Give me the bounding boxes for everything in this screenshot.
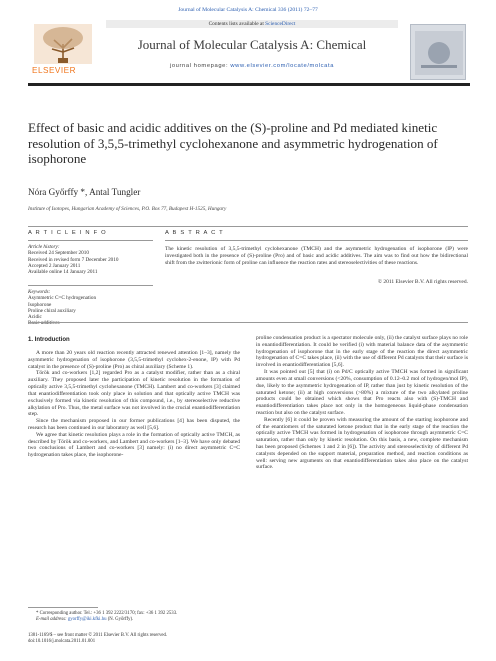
footnote (36, 611, 241, 623)
email-line (36, 617, 241, 623)
paragraph: Since the mechanism proposed in our former publications [4] has been disputed, the research has been continued in our laboratory as well [5,6]. (28, 418, 240, 431)
abstract-heading: A B S T R A C T (165, 230, 224, 236)
divider (165, 240, 468, 241)
history-item: Accepted 2 January 2011 (28, 262, 81, 269)
journal-name: Journal of Molecular Catalysis A: Chemical (137, 37, 367, 52)
journal-homepage (106, 63, 398, 69)
left-column (28, 350, 240, 459)
keywords-label: Keywords: (28, 289, 51, 295)
doi-line[interactable]: doi:10.1016/j.molcata.2011.01.001 (28, 639, 96, 644)
email-label: E-mail address: (36, 617, 68, 622)
paragraph: proline condensation product is a spectator molecule only, (ii) the catalyst surface plays no role in enantiodifferentiation. It could be verified (i) with material balance data of the asymmetric hydrogenation of isophorone that in the early stage of the reaction the direct asymmetric hydrogenation of C=C takes place, (ii) with the use of different Pd catalysts that their surface is involved in enantiodifferentiation [5,6]. (256, 335, 468, 369)
paragraph: It was pointed out [5] that (i) on Pd/C optically active TMCH was formed in significant amounts even at small conversions (<20%, consumption of 0.12–0.2 mol of hydrogen/mol IP), due, likely to the asymmetric hydrogenation of IP, rather than just by kinetic resolution of the saturated ketone; (ii) at high conversions (>80%) a mixture of the two alkylated proline products could be obtained which shows that Pro reacts also with (S)-TMCH and enantiodifferentiation takes place not only in the homogeneous liquid-phase condensation reaction but also on the catalyst surface. (256, 369, 468, 416)
keyword: Proline chiral auxiliary (28, 307, 76, 314)
section-heading: 1. Introduction (28, 337, 70, 343)
paragraph: Recently [6] it could be proven with measuring the amount of the starting isophorone and of the enantiomers of the saturated ketone product that in the early stage of the reaction the optically active TMCH was formed in hydrogenation of isophorone through asymmetric C=C saturation, rather than only by kinetic resolution. On this basis, a new, complete mechanism has been proposed (Schemes 1 and 2 in [6]). The activity and stereoselectivity of different Pd catalysts depended on the support material, preparation method, and reaction conditions as well: serving new arguments on that enantiodifferentiation takes also place on the catalyst surface. (256, 416, 468, 471)
article-title: Effect of basic and acidic additives on the (S)-proline and Pd mediated kinetic resolution of 3,5,5-trimethyl cyclohexanone and asymmetric hydrogenation of isophorone (28, 120, 438, 166)
email-suffix: (N. Győrffy). (106, 617, 134, 622)
issn-line: 1381-1169/$ – see front matter © 2011 Elsevier B.V. All rights reserved. (28, 633, 168, 638)
divider (28, 322, 468, 323)
paragraph: We agree that kinetic resolution plays a role in the formation of optically active TMCH, as described by Török and co-workers, and Lambert and co-workers [1–3]. We have only debated two conclusions of Lambert and co-workers [3] namely: (i) no direct asymmetric C=C hydrogenation takes place, the isophorone- (28, 431, 240, 459)
keyword: Basic additives (28, 320, 60, 327)
abstract-text: The kinetic resolution of 3,5,5-trimethyl cyclohexanone (TMCH) and the asymmetric hydrogenation of isophorone (IP) were investigated both in the presence of (S)-proline (Pro) and of basic and acidic additives. The aim was to find out how the bidirectional shift from the zwitterionic form of proline can influence the reaction rates and stereoselectivities of these reactions. (165, 246, 468, 266)
paragraph: Török and co-workers [1,2] regarded Pro as a catalyst modifier, rather than as a chiral auxiliary. They proposed later the participation of kinetic resolution in the formation of optically active 3,5,5-trimethyl cyclohexanone (TMCH). Lambert and co-workers [3] claimed that enantiodifferentiation took only place in solution and that optically active TMCH was exclusively formed via kinetic resolution of this compound, i.e., by stereoselective reductive alkylation of Pro. Thus, the metal surface was not involved in the crucial enantiodifferentiation step. (28, 370, 240, 418)
author-affiliation: Institute of Isotopes, Hungarian Academy of Sciences, P.O. Box 77, Budapest H-1525, Hungary (28, 206, 227, 212)
history-item: Available online 14 January 2011 (28, 269, 98, 276)
journal-cover-thumbnail (410, 24, 466, 80)
corresponding-author: * Corresponding author. Tel.: +36 1 392 2222/3170; fax: +36 1 392 2533. (36, 611, 178, 616)
journal-banner (28, 20, 470, 86)
history-item: Received 24 September 2010 (28, 250, 89, 257)
divider (28, 240, 153, 241)
publisher-name: ELSEVIER (32, 66, 77, 75)
email-link[interactable]: gyorffy@iki.kfki.hu (67, 617, 107, 622)
sciencedirect-link[interactable]: ScienceDirect (265, 21, 296, 27)
keyword: Acidic (28, 314, 42, 321)
article-history (28, 244, 153, 275)
divider (28, 226, 468, 227)
divider (28, 285, 153, 286)
copyright: © 2011 Elsevier B.V. All rights reserved. (377, 279, 468, 285)
article-info-heading: A R T I C L E I N F O (28, 230, 107, 236)
history-label: Article history: (28, 244, 60, 250)
keyword: Asymmetric C=C hydrogenation (28, 295, 97, 302)
right-column (256, 335, 468, 471)
history-item: Received in revised form 7 December 2010 (28, 256, 119, 263)
issn-info (28, 633, 268, 645)
contents-prefix: Contents lists available at (208, 21, 266, 27)
contents-available-bar (106, 20, 398, 28)
running-head: Journal of Molecular Catalysis A: Chemical 336 (2011) 72–77 (178, 7, 318, 13)
homepage-prefix: journal homepage: (169, 63, 231, 69)
article-authors: Nóra Győrffy *, Antal Tungler (28, 187, 141, 197)
footnote-divider (28, 607, 98, 608)
cover-art-icon (411, 25, 467, 81)
keyword: Isophorone (28, 301, 52, 308)
homepage-link[interactable]: www.elsevier.com/locate/molcata (230, 63, 335, 69)
paragraph: A more than 20 years old reaction recently attracted renewed attention [1–3], namely the asymmetric hydrogenation of isophorone (3,5,5-trimethyl cyclohex-2-enone, IP) with Pd catalyst in the presence of (S)-proline (Pro) as chiral auxiliary (Scheme 1). (28, 350, 240, 370)
